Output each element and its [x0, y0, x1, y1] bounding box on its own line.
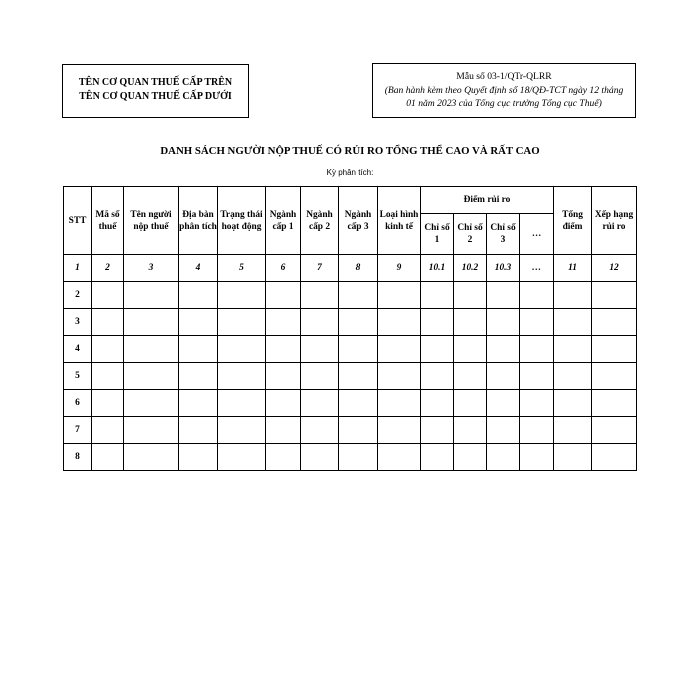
table-cell [378, 444, 421, 471]
table-cell [218, 417, 266, 444]
table-cell [339, 390, 378, 417]
table-cell [487, 390, 520, 417]
column-number-row [64, 255, 637, 282]
table-cell [301, 363, 339, 390]
table-cell [179, 417, 218, 444]
table-cell [92, 390, 124, 417]
row-number: 5 [64, 363, 92, 390]
table-cell [218, 363, 266, 390]
table-cell [454, 363, 487, 390]
row-number: 2 [64, 282, 92, 309]
table-cell [487, 309, 520, 336]
table-cell [421, 444, 454, 471]
table-cell [124, 444, 179, 471]
table-cell [124, 282, 179, 309]
table-row [64, 363, 637, 390]
table-cell [266, 390, 301, 417]
table-cell [487, 444, 520, 471]
table-cell [124, 390, 179, 417]
table-cell [218, 282, 266, 309]
table-cell [454, 390, 487, 417]
table-cell [454, 417, 487, 444]
row-number: 6 [64, 390, 92, 417]
table-cell [454, 336, 487, 363]
table-cell [92, 309, 124, 336]
table-cell [592, 390, 637, 417]
table-cell [454, 309, 487, 336]
header-stt: STT [64, 187, 92, 255]
table-cell [592, 309, 637, 336]
table-cell [592, 444, 637, 471]
table-cell [92, 282, 124, 309]
agency-header-box [62, 64, 249, 118]
table-row [64, 390, 637, 417]
table-cell [339, 363, 378, 390]
table-cell [378, 282, 421, 309]
table-cell [266, 336, 301, 363]
table-cell [454, 282, 487, 309]
table-cell [554, 417, 592, 444]
table-cell [421, 309, 454, 336]
table-cell [554, 282, 592, 309]
table-cell [520, 390, 554, 417]
table-cell [179, 363, 218, 390]
header-index-3: Chỉ số 3 [487, 214, 520, 255]
table-row [64, 417, 637, 444]
column-number: 4 [179, 255, 218, 282]
table-cell [520, 282, 554, 309]
header-status: Trạng thái hoạt động [218, 187, 266, 255]
header-taxpayer-name: Tên người nộp thuế [124, 187, 179, 255]
table-cell [266, 444, 301, 471]
table-cell [378, 309, 421, 336]
table-cell [554, 390, 592, 417]
table-cell [378, 336, 421, 363]
table-cell [179, 282, 218, 309]
table-cell [124, 417, 179, 444]
header-tax-code: Mã số thuế [92, 187, 124, 255]
table-cell [218, 444, 266, 471]
table-cell [487, 282, 520, 309]
table-cell [339, 444, 378, 471]
table-cell [179, 390, 218, 417]
table-cell [179, 444, 218, 471]
table-cell [520, 444, 554, 471]
header-area: Địa bàn phân tích [179, 187, 218, 255]
header-economic-type: Loại hình kinh tế [378, 187, 421, 255]
column-number: 7 [301, 255, 339, 282]
header-industry-2: Ngành cấp 2 [301, 187, 339, 255]
column-number: 6 [266, 255, 301, 282]
header-index-2: Chỉ số 2 [454, 214, 487, 255]
table-cell [592, 363, 637, 390]
table-cell [218, 336, 266, 363]
table-cell [554, 444, 592, 471]
column-number: 1 [64, 255, 92, 282]
table-cell [554, 309, 592, 336]
document-title: DANH SÁCH NGƯỜI NỘP THUẾ CÓ RỦI RO TỔNG THỂ CAO VÀ RẤT CAO [160, 145, 540, 157]
table-row [64, 444, 637, 471]
column-number: 5 [218, 255, 266, 282]
table-cell [592, 336, 637, 363]
table-cell [454, 444, 487, 471]
column-number: 3 [124, 255, 179, 282]
table-cell [378, 390, 421, 417]
header-risk-rank: Xếp hạng rủi ro [592, 187, 637, 255]
table-cell [301, 417, 339, 444]
table-cell [218, 390, 266, 417]
table-cell [301, 336, 339, 363]
column-number: 8 [339, 255, 378, 282]
taxpayer-risk-table [63, 186, 637, 471]
table-cell [92, 444, 124, 471]
table-cell [378, 363, 421, 390]
table-cell [301, 390, 339, 417]
table-cell [421, 282, 454, 309]
form-issued-note: (Ban hành kèm theo Quyết định số 18/QĐ-TCT ngày 12 tháng 01 năm 2023 của Tổng cục trưởng Tổng cục Thuế) [384, 84, 624, 109]
table-cell [421, 336, 454, 363]
header-total-score: Tổng điểm [554, 187, 592, 255]
table-cell [487, 363, 520, 390]
table-cell [339, 309, 378, 336]
table-cell [218, 309, 266, 336]
column-number: 10.2 [454, 255, 487, 282]
agency-upper: TÊN CƠ QUAN THUẾ CẤP TRÊN [78, 77, 233, 88]
table-cell [421, 417, 454, 444]
column-number: 9 [378, 255, 421, 282]
row-number: 7 [64, 417, 92, 444]
table-cell [520, 336, 554, 363]
form-code: Mẫu số 03-1/QTr-QLRR [456, 71, 552, 82]
table-cell [520, 309, 554, 336]
column-number: 10.1 [421, 255, 454, 282]
table-cell [266, 417, 301, 444]
table-row [64, 309, 637, 336]
header-industry-3: Ngành cấp 3 [339, 187, 378, 255]
table-cell [92, 363, 124, 390]
table-cell [421, 363, 454, 390]
header-index-1: Chỉ số 1 [421, 214, 454, 255]
table-row [64, 336, 637, 363]
table-cell [179, 336, 218, 363]
table-cell [487, 417, 520, 444]
table-cell [487, 336, 520, 363]
column-number: 10.3 [487, 255, 520, 282]
table-cell [301, 444, 339, 471]
table-cell [124, 336, 179, 363]
header-industry-1: Ngành cấp 1 [266, 187, 301, 255]
header-risk-score: Điểm rủi ro [421, 187, 554, 214]
table-cell [520, 417, 554, 444]
table-cell [266, 363, 301, 390]
form-info-box [372, 63, 636, 118]
column-number: 12 [592, 255, 637, 282]
table-cell [592, 417, 637, 444]
table-cell [301, 282, 339, 309]
table-cell [301, 309, 339, 336]
table-cell [520, 363, 554, 390]
table-cell [378, 417, 421, 444]
table-cell [266, 309, 301, 336]
table-cell [179, 309, 218, 336]
table-cell [339, 282, 378, 309]
table-cell [592, 282, 637, 309]
table-cell [554, 336, 592, 363]
table-cell [554, 363, 592, 390]
column-number: … [520, 255, 554, 282]
table-cell [92, 336, 124, 363]
table-cell [124, 309, 179, 336]
table-cell [124, 363, 179, 390]
row-number: 4 [64, 336, 92, 363]
table-row [64, 282, 637, 309]
table-cell [266, 282, 301, 309]
column-number: 2 [92, 255, 124, 282]
table-cell [92, 417, 124, 444]
table-body [64, 282, 637, 471]
header-index-more: … [520, 214, 554, 255]
row-number: 8 [64, 444, 92, 471]
analysis-period-label: Kỳ phân tích: [326, 168, 374, 177]
table-cell [339, 336, 378, 363]
agency-lower: TÊN CƠ QUAN THUẾ CẤP DƯỚI [79, 91, 232, 102]
table-cell [421, 390, 454, 417]
row-number: 3 [64, 309, 92, 336]
table-cell [339, 417, 378, 444]
column-number: 11 [554, 255, 592, 282]
